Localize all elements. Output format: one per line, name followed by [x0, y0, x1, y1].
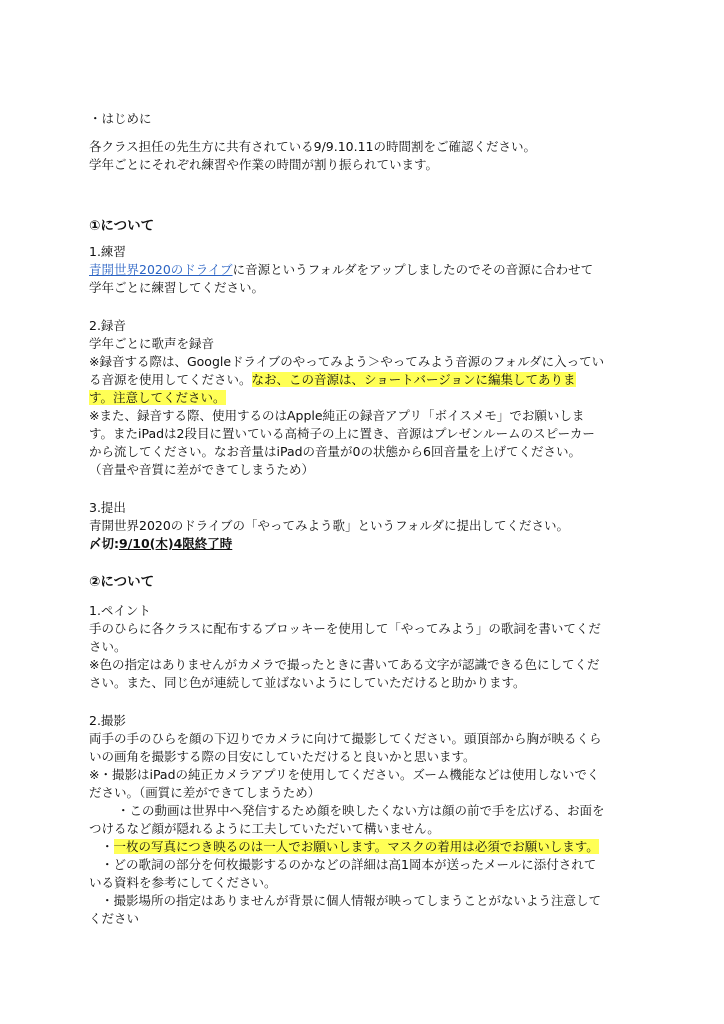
practice-line-2: 学年ごとに練習してください。 [89, 280, 265, 295]
shooting-line-7 [101, 838, 599, 855]
intro-heading: ・はじめに [89, 111, 152, 126]
recording-note-highlight-2: す。注意してください。 [89, 390, 226, 405]
shooting-line-10: ・撮影場所の指定はありませんが背景に個人情報が映ってしまうことがないよう注意して [101, 893, 602, 908]
recording-title: 2.録音 [89, 318, 126, 333]
deadline-line [89, 535, 232, 552]
recording-line-4 [89, 389, 226, 406]
section2-heading: ②について [89, 574, 155, 590]
mask-note-highlight: 一枚の写真につき映るのは一人でお願いします。マスクの着用は必須でお願いします。 [113, 839, 599, 854]
practice-line-1 [89, 261, 593, 278]
recording-note-highlight: なお、この音源は、ショートバージョンに編集してありま [251, 372, 576, 387]
shooting-line-5: ・この動画は世界中へ発信するため顔を映したくない方は顔の前で手を広げる、お面を [117, 803, 605, 818]
paint-title: 1.ペイント [89, 603, 151, 618]
shooting-line-11: ください [89, 911, 140, 926]
shooting-line-6: つけるなど顔が隠れるように工夫していただいて構いません。 [89, 821, 440, 836]
shooting-line-9: いる資料を参考にしてください。 [89, 875, 277, 890]
intro-line-2: 学年ごとにそれぞれ練習や作業の時間が割り振られています。 [89, 157, 439, 172]
recording-line-2: ※録音する際は、Googleドライブのやってみよう＞やってみよう音源のフォルダに入ってい [89, 354, 605, 369]
shooting-line-4: ださい。（画質に差ができてしまうため） [89, 785, 321, 800]
shooting-line-7-bullet: ・ [101, 839, 114, 854]
recording-line-3-plain: る音源を使用してください。 [89, 372, 252, 387]
submission-title: 3.提出 [89, 500, 126, 515]
paint-line-3: ※色の指定はありませんがカメラで撮ったときに書いてある文字が認識できる色にしてくだ [89, 657, 600, 672]
shooting-line-1: 両手の手のひらを顔の下辺りでカメラに向けて撮影してください。頭頂部から胸が映るくら [89, 731, 602, 746]
practice-title: 1.練習 [89, 244, 126, 259]
paint-line-2: さい。 [89, 639, 127, 654]
section1-heading: ①について [89, 218, 155, 234]
practice-line-1-rest: に音源というフォルダをアップしましたのでその音源に合わせて [232, 262, 594, 277]
shooting-line-2: いの画角を撮影する際の目安にしていただけると良いかと思います。 [89, 749, 476, 764]
paint-line-4: さい。また、同じ色が連続して並ばないようにしていただけると助かります。 [89, 675, 526, 690]
recording-line-3 [89, 371, 576, 388]
intro-line-1: 各クラス担任の先生方に共有されている9/9.10.11の時間割をご確認ください。 [89, 139, 537, 154]
drive-link[interactable]: 青開世界2020のドライブ [89, 262, 233, 277]
shooting-line-3: ※・撮影はiPadの純正カメラアプリを使用してください。ズーム機能などは使用しないでく [89, 767, 600, 782]
recording-line-8: （音量や音質に差ができてしまうため） [89, 462, 315, 477]
recording-line-6: す。またiPadは2段目に置いている高椅子の上に置き、音源はプレゼンルームのスピーカー [89, 426, 595, 441]
submission-line-1: 青開世界2020のドライブの「やってみよう歌」というフォルダに提出してください。 [89, 518, 569, 533]
deadline-label: 〆切: [89, 536, 119, 551]
deadline-value: 9/10(木)4限終了時 [119, 536, 233, 551]
recording-line-5: ※また、録音する際、使用するのはApple純正の録音アプリ「ボイスメモ」でお願いしま [89, 408, 585, 423]
recording-line-7: から流してください。なお音量はiPadの音量が0の状態から6回音量を上げてください。 [89, 444, 581, 459]
shooting-line-8: ・どの歌詞の部分を何枚撮影するのかなどの詳細は高1岡本が送ったメールに添付されて [101, 857, 597, 872]
recording-line-1: 学年ごとに歌声を録音 [89, 336, 215, 351]
shooting-title: 2.撮影 [89, 713, 126, 728]
paint-line-1: 手のひらに各クラスに配布するブロッキーを使用して「やってみよう」の歌詞を書いてくだ [89, 621, 601, 636]
